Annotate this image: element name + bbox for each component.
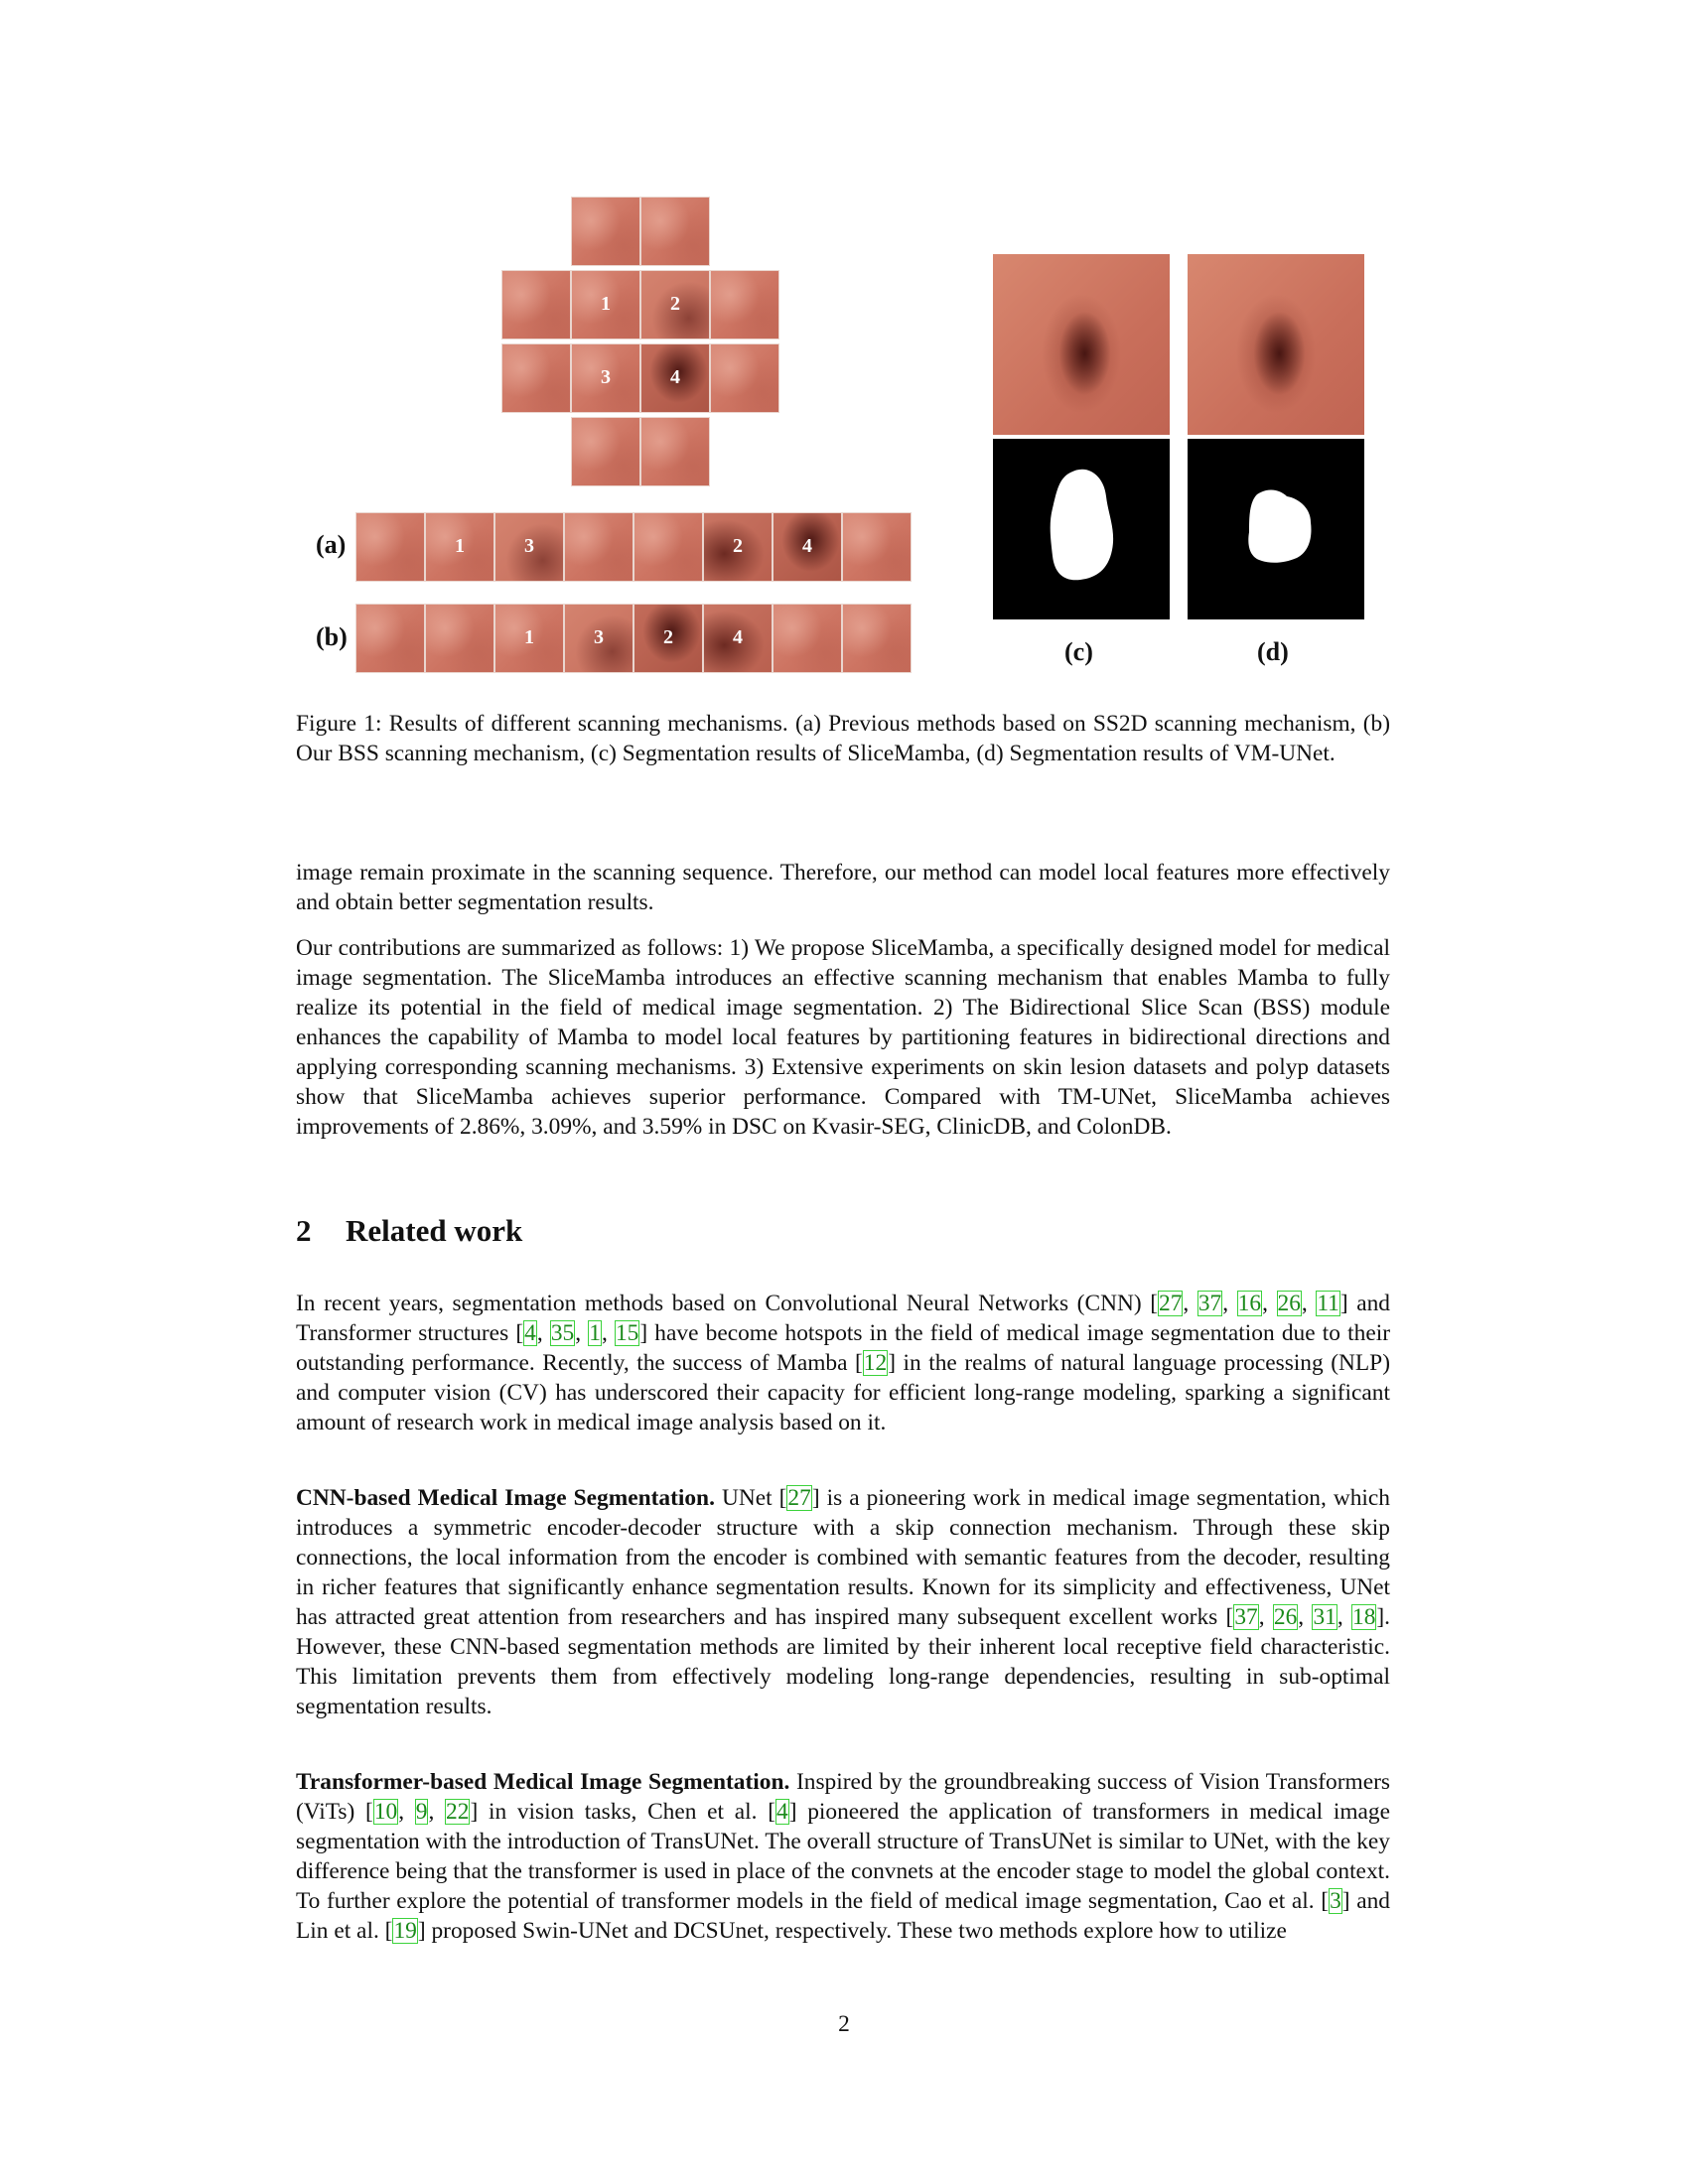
grid-number: 2: [670, 293, 680, 315]
panel-label-d: (d): [1257, 637, 1289, 666]
grid-tile: [640, 417, 710, 486]
citation-link[interactable]: 35: [550, 1320, 575, 1346]
body-paragraph: image remain proximate in the scanning sequence. Therefore, our method can model local features more effectively and obtain better segmentation results.: [296, 860, 1390, 915]
seq-tile: [773, 604, 842, 673]
seq-tile: [842, 604, 912, 673]
mask-image-d: [1188, 439, 1364, 619]
seq-tile: 4: [773, 512, 842, 582]
grid-number: 3: [601, 366, 611, 388]
citation-link[interactable]: 4: [524, 1320, 536, 1346]
seq-tile: [633, 512, 703, 582]
seq-tile: 4: [703, 604, 773, 673]
figure-1: [298, 197, 1386, 683]
cnn-paragraph: CNN-based Medical Image Segmentation. UNet [27] is a pioneering work in medical image segmentation, which introduces a symmetric encoder-decoder structure with a skip connection mechanism. Through these skip connections, the local information from the encoder is combined with semantic features from the decoder, resulting in richer features that significantly enhance segmentation results. Known for its simplicity and effectiveness, UNet has attracted great attention from researchers and has inspired many subsequent excellent works [37, 26, 31, 18]. However, these CNN-based segmentation methods are limited by their inherent local receptive field characteristic. This limitation prevents them from effectively modeling long-range dependencies, resulting in sub-optimal segmentation results.: [296, 1485, 1391, 1719]
grid-tile: [501, 270, 571, 340]
mask-shape-d: [1188, 439, 1364, 619]
grid-tile: [640, 343, 710, 413]
citation-link[interactable]: 9: [415, 1799, 428, 1825]
page-number: 2: [838, 2011, 850, 2037]
related-paragraph: In recent years, segmentation methods based on Convolutional Neural Networks (CNN) [27, 37, 16, 26, 11] and Transformer structures [4, 35, 1, 15] have become hotspots in the field of medical image segmentation due to their outstanding performance. Recently, the success of Mamba [12] in the realms of natural language processing (NLP) and computer vision (CV) has underscored their capacity for efficient long-range modeling, sparking a significant amount of research work in medical image analysis based on it.: [296, 1291, 1391, 1435]
grid-tile: [501, 343, 571, 413]
mask-image-c: [993, 439, 1170, 619]
row-label-a: (a): [316, 530, 347, 559]
grid-tile: [710, 343, 779, 413]
seq-tile: 1: [494, 604, 564, 673]
seq-tile: 3: [564, 604, 633, 673]
section-number: 2: [296, 1213, 312, 1248]
citation-link[interactable]: 22: [446, 1799, 470, 1825]
citation-link[interactable]: 37: [1234, 1604, 1258, 1630]
contributions-paragraph: Our contributions are summarized as follows: 1) We propose SliceMamba, a specifically designed model for medical image segmentation. The SliceMamba introduces an effective scanning mechanism that enables Mamba to fully realize its potential in the field of medical image segmentation. 2) The Bidirectional Slice Scan (BSS) module enhances the capability of Mamba to model local features by partitioning features in bidirectional directions and applying corresponding scanning mechanisms. 3) Extensive experiments on skin lesion datasets and polyp datasets show that SliceMamba achieves superior performance. Compared with TM-UNet, SliceMamba achieves improvements of 2.86%, 3.09%, and 3.59% in DSC on Kvasir-SEG, ClinicDB, and ColonDB.: [296, 935, 1390, 1140]
grid-tile: [571, 343, 640, 413]
cnn-heading: CNN-based Medical Image Segmentation.: [296, 1485, 715, 1511]
seq-tile: 1: [425, 512, 494, 582]
citation-link[interactable]: 27: [787, 1485, 811, 1511]
skin-image-d: [1188, 254, 1364, 435]
transformer-heading: Transformer-based Medical Image Segmentation.: [296, 1769, 790, 1795]
seq-tile: 2: [703, 512, 773, 582]
citation-link[interactable]: 37: [1197, 1291, 1222, 1316]
grid-tile: [640, 197, 710, 266]
citation-link[interactable]: 12: [863, 1350, 888, 1376]
grid-tile: [571, 270, 640, 340]
grid-tile: [571, 197, 640, 266]
grid-tile: [710, 270, 779, 340]
seq-tile: [355, 512, 425, 582]
citation-link[interactable]: 26: [1273, 1604, 1298, 1630]
seq-tile: 3: [494, 512, 564, 582]
panel-label-c: (c): [1064, 637, 1093, 666]
seq-tile: [842, 512, 912, 582]
skin-image-c: [993, 254, 1170, 435]
seq-tile: 2: [633, 604, 703, 673]
grid-tile: [571, 417, 640, 486]
section-heading: [296, 1213, 522, 1249]
seq-tile: [564, 512, 633, 582]
citation-link[interactable]: 10: [373, 1799, 398, 1825]
citation-link[interactable]: 27: [1159, 1291, 1183, 1316]
seq-tile: [425, 604, 494, 673]
citation-link[interactable]: 19: [393, 1918, 417, 1944]
citation-link[interactable]: 16: [1237, 1291, 1262, 1316]
grid-number: 4: [670, 366, 680, 388]
citation-link[interactable]: 15: [615, 1320, 639, 1346]
figure-caption: Figure 1: Results of different scanning mechanisms. (a) Previous methods based on SS2D scanning mechanism, (b) Our BSS scanning mechanism, (c) Segmentation results of SliceMamba, (d) Segmentation results of VM-UNet.: [296, 711, 1390, 766]
transformer-paragraph: Transformer-based Medical Image Segmentation. Inspired by the groundbreaking success of Vision Transformers (ViTs) [10, 9, 22] in vision tasks, Chen et al. [4] pioneered the application of transformers in medical image segmentation with the introduction of TransUNet. The overall structure of TransUNet is similar to UNet, with the key difference being that the transformer is used in place of the convnets at the encoder stage to model the global context. To further explore the potential of transformer models in the field of medical image segmentation, Cao et al. [3] and Lin et al. [19] proposed Swin-UNet and DCSUnet, respectively. These two methods explore how to utilize: [296, 1769, 1390, 1944]
mask-shape-c: [993, 439, 1170, 619]
row-label-b: (b): [316, 622, 348, 651]
seq-tile: [355, 604, 425, 673]
citation-link[interactable]: 26: [1277, 1291, 1301, 1316]
grid-number: 1: [601, 293, 611, 315]
grid-tile: [640, 270, 710, 340]
citation-link[interactable]: 31: [1313, 1604, 1336, 1630]
citation-link[interactable]: 3: [1330, 1888, 1341, 1914]
citation-link[interactable]: 11: [1317, 1291, 1339, 1316]
citation-link[interactable]: 18: [1352, 1604, 1376, 1630]
citation-link[interactable]: 1: [589, 1320, 601, 1346]
citation-link[interactable]: 4: [776, 1799, 788, 1825]
section-title: Related work: [346, 1213, 523, 1248]
